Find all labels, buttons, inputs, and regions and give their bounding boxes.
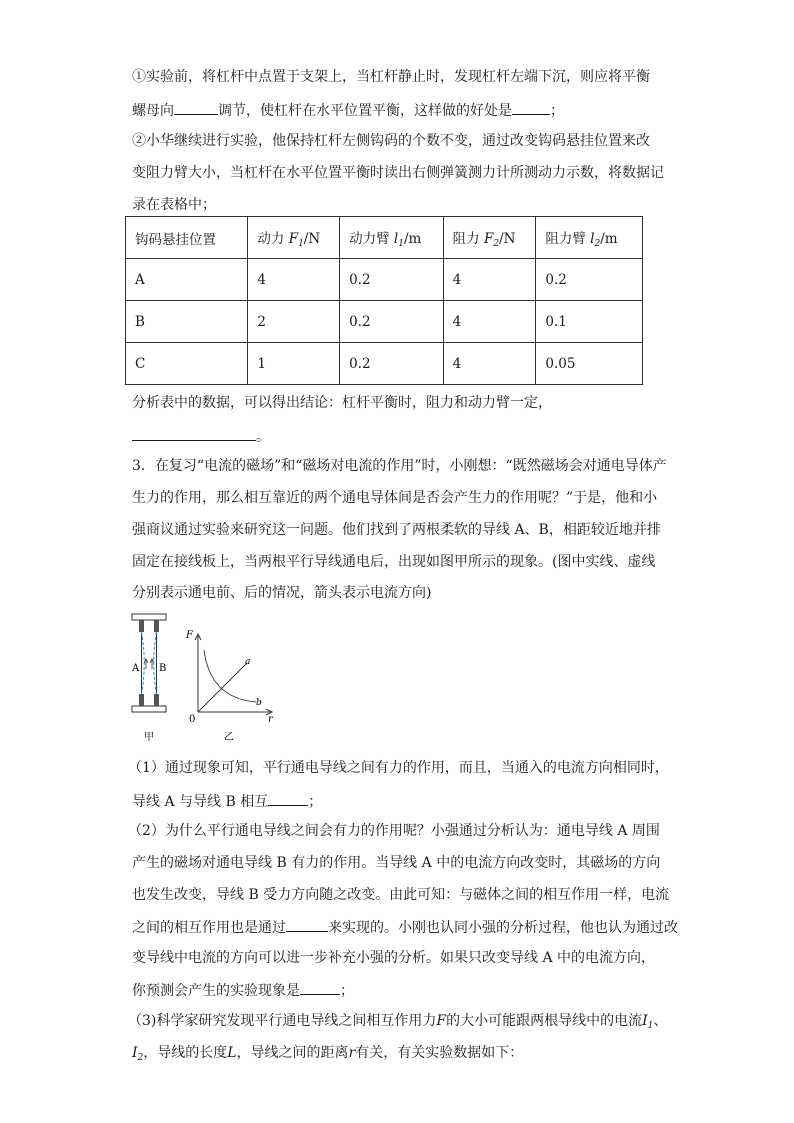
curve-b-label: b [256,698,262,708]
text: ； [340,983,354,999]
table-cell: 0.2 [340,343,444,385]
q3-stem-line2: 生力的作用，那么相互靠近的两个通电导体间是否会产生力的作用呢？”于是，他和小 [132,490,658,506]
q3-stem-line5: 分别表示通电前、后的情况，箭头表示电流方向) [132,585,432,601]
text: 调节，使杠杆在水平位置平衡，这样做的好处是 [218,103,512,119]
origin-label: 0 [189,714,196,725]
q3-sub3-line1: （3)科学家研究发现平行通电导线之间相互作用力F的大小可能跟两根导线中的电流$I_1$、 [128,1013,668,1031]
table-cell: 2 [248,301,340,343]
table-cell: 0.2 [340,301,444,343]
figure-yi [185,630,274,743]
label-b: B [159,663,167,674]
q3-stem-line4: 固定在接线板上，当两根平行导线通电后，出现如图甲所示的现象。(图中实线、虚线 [132,554,656,570]
table-cell: 0.2 [340,259,444,301]
answer-blank[interactable] [300,979,340,995]
header-cell: 动力 $F_1/N$ [248,217,340,259]
table-cell: 4 [248,259,340,301]
answer-blank[interactable] [132,425,256,441]
axis-f-label: F [186,630,193,641]
table-cell: 4 [443,259,536,301]
caption-yi: 乙 [224,732,234,743]
curve-a-label: a [245,657,251,667]
q2-step2-line3: 录在表格中； [132,197,216,213]
q3-sub2-line5: 变导线中电流的方向可以进一步补充小强的分析。如果只改变导线 A 中的电流方向， [132,950,656,966]
q2-conclusion-line1: 分析表中的数据，可以得出结论：杠杆平衡时，阻力和动力臂一定， [132,395,552,411]
header-cell: 动力臂 $l_1/m$ [340,217,444,259]
curve-a [198,663,247,712]
q3-sub3-line2: $I_2$，导线的长度L，导线之间的距离r有关，有关实验数据如下： [132,1045,524,1063]
axis-r-label: r [268,714,273,725]
wire-experiment-figure [128,606,288,746]
lever-data-table [125,216,643,385]
text: 导线 A 与导线 B 相互 [132,794,269,810]
text: 之间的相互作用也是通过 [132,920,286,936]
q2-step1-line1: ①实验前，将杠杆中点置于支架上，当杠杆静止时，发现杠杆左端下沉，则应将平衡 [132,69,650,85]
q2-step2-line1: ②小华继续进行实验，他保持杠杆左侧钩码的个数不变，通过改变钩码悬挂位置来改 [132,133,650,149]
answer-blank[interactable] [174,99,218,115]
q3-stem-line3: 强商议通过实验来研究这一问题。他们找到了两根柔软的导线 A、B，相距较近地并排 [132,522,661,538]
table-row [126,301,643,343]
label-a: A [132,663,140,674]
q3-sub1-line2 [132,790,322,812]
answer-blank[interactable] [512,99,550,115]
table-cell: 0.1 [536,301,643,343]
q3-sub2-line1: （2）为什么平行通电导线之间会有力的作用呢？小强通过分析认为：通电导线 A 周围 [128,823,660,839]
text: ； [308,794,323,810]
caption-jia: 甲 [144,732,154,743]
text: 来实现的。小刚也认同小强的分析过程，他也认为通过改 [328,920,678,936]
q3-sub2-line2: 产生的磁场对通电导线 B 有力的作用。当导线 A 中的电流方向改变时，其磁场的方向 [132,855,661,871]
text: ； [550,103,564,119]
table-cell: 0.2 [536,259,643,301]
q3-sub2-line4 [132,916,678,938]
figure-jia [131,614,166,743]
q2-conclusion-line2 [132,425,270,447]
table-cell: 4 [443,343,536,385]
q3-sub1-line1: （1）通过现象可知，平行通电导线之间有力的作用，而且，当通入的电流方向相同时， [128,760,669,776]
answer-blank[interactable] [286,916,328,932]
table-cell: A [126,259,248,301]
text: 螺母向 [132,103,174,119]
q2-step1-line2 [132,99,564,121]
q3-sub2-line6 [132,979,354,1001]
q3-sub2-line3: 也发生改变，导线 B 受力方向随之改变。由此可知：与磁体之间的相互作用一样，电流 [132,887,670,903]
table-cell: 0.05 [536,343,643,385]
table-header-row [126,217,643,259]
header-cell: 阻力臂 $l_2/m$ [536,217,643,259]
table-row [126,343,643,385]
text: 你预测会产生的实验现象是 [132,983,300,999]
table-cell: 4 [443,301,536,343]
table-row [126,259,643,301]
q3-stem-line1: 3．在复习“电流的磁场”和“磁场对电流的作用”时，小刚想：“既然磁场会对通电导体产 [132,458,667,474]
q2-step2-line2: 变阻力臂大小，当杠杆在水平位置平衡时读出右侧弹簧测力计所测动力示数，将数据记 [132,165,664,181]
answer-blank[interactable] [268,790,308,806]
header-cell: 阻力 $F_2/N$ [443,217,536,259]
text: 。 [256,429,270,445]
table-cell: 1 [248,343,340,385]
table-cell: B [126,301,248,343]
table-cell: C [126,343,248,385]
header-cell: 钩码悬挂位置 [126,217,248,259]
